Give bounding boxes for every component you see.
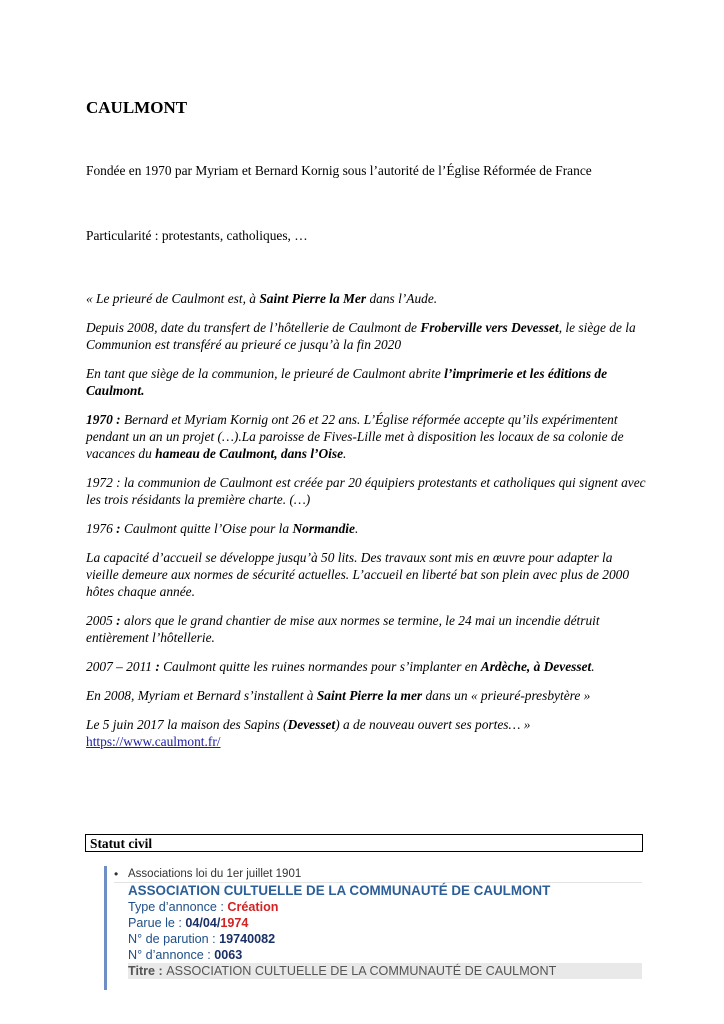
association-card	[104, 866, 642, 979]
annonce-type-row: Type d’annonce : Création	[128, 900, 279, 914]
caulmont-website-link[interactable]: https://www.caulmont.fr/	[86, 734, 221, 749]
association-details	[128, 883, 642, 979]
quote-paragraph-4: 1970 : Bernard et Myriam Kornig ont 26 et 22 ans. L’Église réformée accepte qu’ils expérimentent pendant un an un projet (…).La paroisse de Fives-Lille met à disposition les locaux de sa colonie de vacances du hameau de Caulmont, dans l’Oise.	[86, 412, 624, 461]
quote-block	[86, 290, 646, 750]
card-accent-bar	[104, 866, 107, 990]
quote-paragraph-1: « Le prieuré de Caulmont est, à Saint Pierre la Mer dans l’Aude.	[86, 291, 438, 306]
association-type-header: • Associations loi du 1er juillet 1901	[114, 866, 642, 883]
annonce-number-row: N° d’annonce : 0063	[128, 948, 243, 962]
quote-paragraph-10: En 2008, Myriam et Bernard s’installent à Saint Pierre la mer dans un « prieuré-presbytère »	[86, 688, 591, 703]
quote-paragraph-3: En tant que siège de la communion, le prieuré de Caulmont abrite l’imprimerie et les éditions de Caulmont.	[86, 366, 608, 398]
titre-row: Titre : ASSOCIATION CULTUELLE DE LA COMMUNAUTÉ DE CAULMONT	[128, 963, 642, 979]
statut-civil-heading: Statut civil	[85, 834, 643, 852]
quote-paragraph-2: Depuis 2008, date du transfert de l’hôtellerie de Caulmont de Froberville vers Devesset, le siège de la Communion est transféré au prieuré ce jusqu’à la fin 2020	[86, 320, 636, 352]
parue-row: Parue le : 04/04/1974	[128, 916, 249, 930]
quote-paragraph-6: 1976 : Caulmont quitte l’Oise pour la Normandie.	[86, 521, 359, 536]
particularite-line: Particularité : protestants, catholiques, …	[86, 228, 308, 243]
page-title: CAULMONT	[86, 98, 188, 117]
quote-paragraph-7: La capacité d’accueil se développe jusqu’à 50 lits. Des travaux sont mis en œuvre pour adapter la vieille demeure aux normes de sécurité actuelles. L’accueil en liberté bat son plein avec plus de 2000 hôtes chaque année.	[86, 550, 630, 599]
quote-paragraph-5: 1972 : la communion de Caulmont est créée par 20 équipiers protestants et catholiques qui signent avec les trois résidants la première charte. (…)	[86, 475, 646, 507]
quote-paragraph-8: 2005 : alors que le grand chantier de mise aux normes se termine, le 24 mai un incendie détruit entièrement l’hôtellerie.	[86, 613, 600, 645]
quote-paragraph-9: 2007 – 2011 : Caulmont quitte les ruines normandes pour s’implanter en Ardèche, à Devesset.	[86, 659, 595, 674]
parution-row: N° de parution : 19740082	[128, 932, 276, 946]
quote-paragraph-11: Le 5 juin 2017 la maison des Sapins (Devesset) a de nouveau ouvert ses portes… » https://www.caulmont.fr/	[86, 717, 531, 749]
association-name: ASSOCIATION CULTUELLE DE LA COMMUNAUTÉ DE CAULMONT	[128, 883, 551, 898]
founded-line: Fondée en 1970 par Myriam et Bernard Kornig sous l’autorité de l’Église Réformée de France	[86, 163, 592, 178]
bullet-icon: •	[114, 867, 119, 881]
